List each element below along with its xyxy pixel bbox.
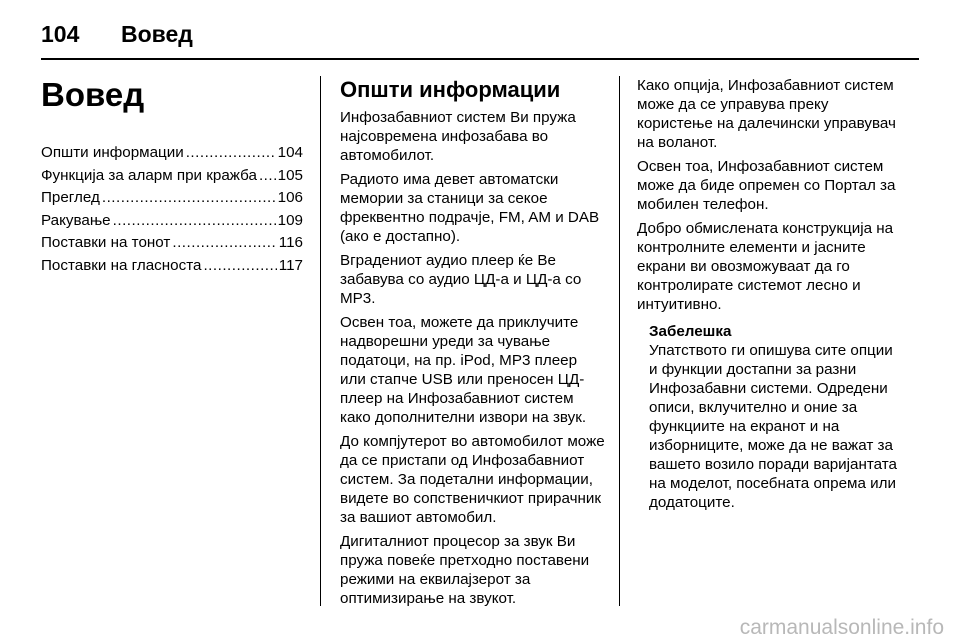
page-number: 104 [41, 20, 80, 47]
paragraph: Дигиталниот процесор за звук Ви пружа повеќе претходно поставени режими на еквилајзерот за оптимизирање на звукот. [340, 533, 590, 607]
column-divider [619, 76, 620, 606]
toc-label: Поставки на гласноста [41, 256, 202, 274]
toc-leader-dots [203, 255, 276, 278]
toc-leader-dots [259, 165, 276, 188]
paragraph: Освен тоа, Инфозабавниот систем може да биде опремен со Портал за мобилен телефон. [637, 158, 896, 213]
table-of-contents [41, 142, 303, 277]
toc-page-number: 109 [277, 211, 303, 229]
note-title: Забелешка [649, 323, 732, 340]
section-title: Општи информации [340, 77, 561, 102]
body-column-1 [340, 76, 606, 613]
toc-label: Функција за аларм при кражба [41, 166, 257, 184]
toc-item[interactable] [41, 232, 303, 255]
watermark: carmanualsonline.info [739, 616, 944, 639]
toc-item[interactable] [41, 255, 303, 278]
toc-page-number: 105 [277, 166, 303, 184]
note-text: Упатството ги опишува сите опции и функции достапни за разни Инфозабавни системи. Одредени описи, вклучително и оние за функциите на екранот и на изборниците, може да не важат за вашето возило поради варијантата на моделот, посебната опрема или додатоците. [649, 342, 897, 511]
paragraph: До компјутерот во автомобилот може да се пристапи од Инфозабавниот систем. За подетални информации, видете во сопственичкиот прирачник за вашиот автомобил. [340, 433, 605, 526]
body-column-2 [637, 76, 905, 512]
toc-label: Ракување [41, 211, 111, 229]
toc-label: Преглед [41, 189, 100, 206]
paragraph: Радиото има девет автоматски мемории за станици за секое фреквентно подрачје, FM, AM и DAB (ако е достапно). [340, 171, 600, 245]
toc-item[interactable] [41, 142, 303, 165]
toc-page-number: 117 [278, 256, 303, 274]
toc-label: Општи информации [41, 144, 184, 161]
paragraph: Вградениот аудио плеер ќе Ве забавува со аудио ЦД-а и ЦД-а со MP3. [340, 252, 582, 307]
toc-label: Поставки на тонот [41, 234, 171, 251]
toc-leader-dots [186, 142, 276, 165]
toc-leader-dots [172, 232, 276, 255]
chapter-column [41, 76, 303, 277]
toc-leader-dots [102, 187, 276, 210]
page-header [41, 14, 193, 54]
toc-item[interactable] [41, 165, 303, 188]
toc-page-number: 116 [278, 234, 303, 251]
paragraph: Инфозабавниот систем Ви пружа најсовремена инфозабава во автомобилот. [340, 109, 576, 164]
toc-item[interactable] [41, 210, 303, 233]
toc-leader-dots [113, 210, 276, 233]
toc-item[interactable] [41, 187, 303, 210]
note-box [649, 322, 905, 512]
running-title: Вовед [121, 20, 193, 47]
paragraph: Освен тоа, можете да приклучите надворешни уреди за чување податоци, на пр. iPod, MP3 плеер или стапче USB или преносен ЦД-плеер на Инфозабавниот систем како дополнителни извори на звук. [340, 314, 587, 426]
paragraph: Добро обмислената конструкција на контролните елементи и јасните екрани ви овозможуваат да го контролирате системот лесно и интуитивно. [637, 220, 894, 313]
toc-page-number: 104 [277, 144, 303, 161]
column-divider [320, 76, 321, 606]
header-rule [41, 58, 919, 60]
toc-page-number: 106 [277, 189, 303, 206]
paragraph: Како опција, Инфозабавниот систем може да се управува преку користење на далечински управувач на воланот. [637, 77, 896, 151]
chapter-title: Вовед [41, 76, 145, 113]
